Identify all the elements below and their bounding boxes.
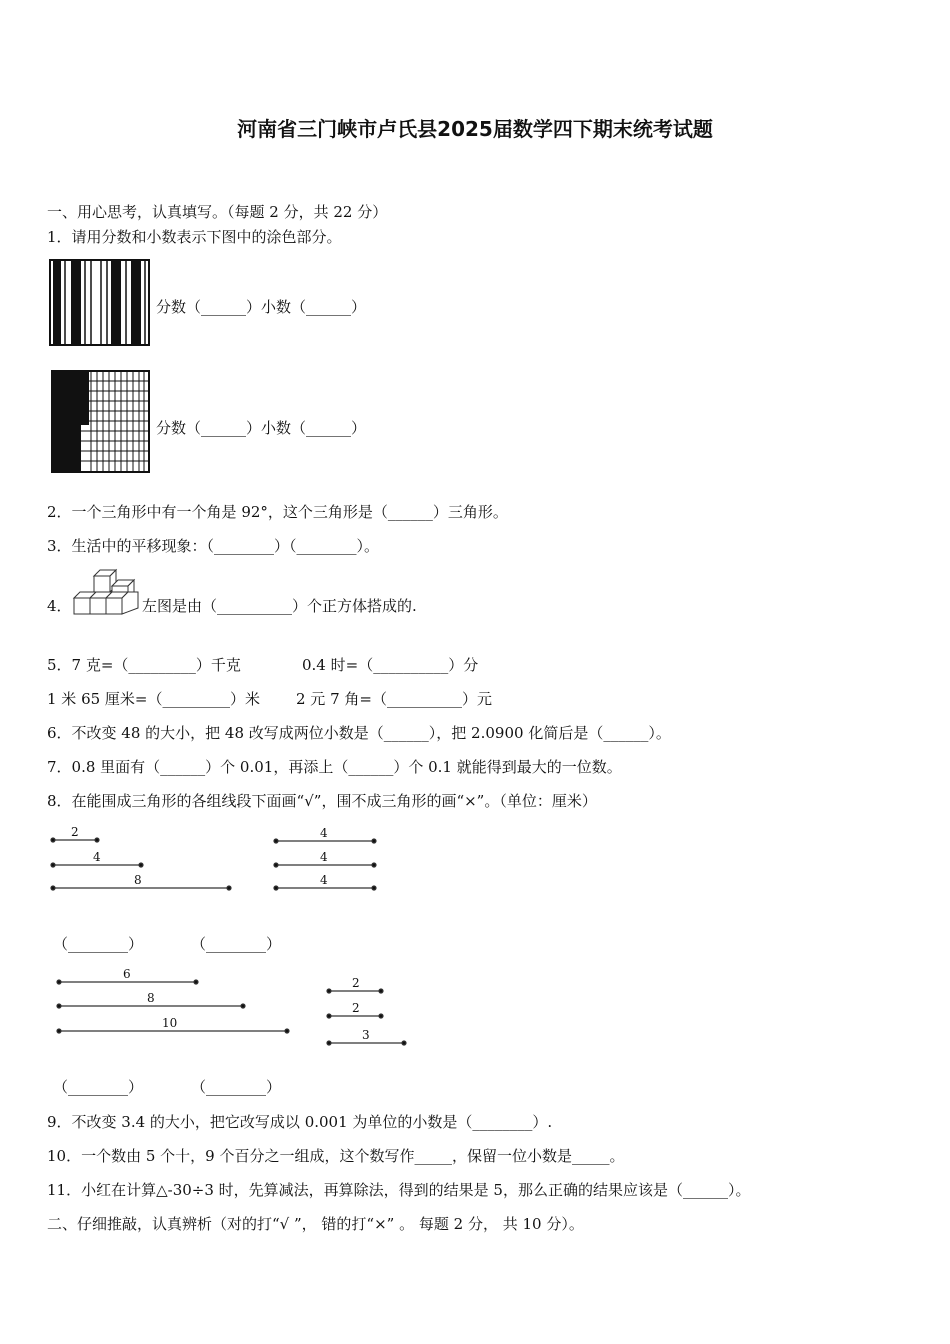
question-4: 左图是由（__________）个正方体搭成的. xyxy=(142,597,417,615)
segment-length: 8 xyxy=(134,873,142,887)
segment-group-1 xyxy=(51,825,231,890)
segment-length: 6 xyxy=(123,967,131,981)
section-2-heading: 二、仔细推敲，认真辨析（对的打“√ ”， 错的打“×” 。 每题 2 分， 共 10 分）。 xyxy=(47,1215,584,1233)
answer-blank-group-4: （________） xyxy=(191,1078,282,1096)
question-1-answer-row-1: 分数（______）小数（______） xyxy=(156,298,367,316)
striped-rectangle-figure xyxy=(49,259,151,347)
segment-length: 4 xyxy=(320,826,328,840)
question-3: 3．生活中的平移现象：（________）（________）。 xyxy=(47,537,380,555)
question-5-d: 2 元 7 角=（__________）元 xyxy=(296,690,492,708)
question-5-c: 1 米 65 厘米=（_________）米 xyxy=(47,690,261,708)
cube-stack-figure xyxy=(68,568,142,618)
page-title: 河南省三门峡市卢氏县2025届数学四下期末统考试题 xyxy=(237,117,713,141)
question-5-b: 0.4 时=（__________）分 xyxy=(302,656,479,674)
answer-blank-group-2: （________） xyxy=(191,935,282,953)
shaded-strip xyxy=(131,261,141,344)
segment-length: 2 xyxy=(352,1001,360,1015)
shaded-strip xyxy=(111,261,121,344)
segment-group-4 xyxy=(327,976,406,1045)
question-1-answer-row-2: 分数（______）小数（______） xyxy=(156,419,367,437)
section-1-heading: 一、用心思考，认真填写。（每题 2 分，共 22 分） xyxy=(47,203,388,221)
question-9: 9．不改变 3.4 的大小，把它改写成以 0.001 为单位的小数是（________）. xyxy=(47,1113,553,1131)
question-2: 2．一个三角形中有一个角是 92°，这个三角形是（______）三角形。 xyxy=(47,503,508,521)
segment-length: 2 xyxy=(71,825,79,839)
segment-length: 2 xyxy=(352,976,360,990)
segment-length: 4 xyxy=(320,873,328,887)
shaded-strip xyxy=(71,261,81,344)
segment-length: 4 xyxy=(93,850,101,864)
question-8: 8．在能围成三角形的各组线段下面画“√”，围不成三角形的画“×”。（单位：厘米） xyxy=(47,792,597,810)
question-10: 10．一个数由 5 个十，9 个百分之一组成，这个数写作_____，保留一位小数是_____。 xyxy=(47,1147,625,1165)
segment-length: 3 xyxy=(362,1028,370,1042)
question-11: 11．小红在计算△-30÷3 时，先算减法，再算除法，得到的结果是 5，那么正确的结果应该是（______）。 xyxy=(47,1181,751,1199)
answer-blank-group-1: （________） xyxy=(53,935,144,953)
question-7: 7．0.8 里面有（______）个 0.01，再添上（______）个 0.1 就能得到最大的一位数。 xyxy=(47,758,622,776)
question-1: 1．请用分数和小数表示下图中的涂色部分。 xyxy=(47,228,342,246)
question-5-a: 5．7 克=（_________）千克 xyxy=(47,656,241,674)
segment-length: 8 xyxy=(147,991,155,1005)
segment-length: 4 xyxy=(320,850,328,864)
question-4-number: 4． xyxy=(47,597,72,615)
question-6: 6．不改变 48 的大小，把 48 改写成两位小数是（______），把 2.0900 化简后是（______）。 xyxy=(47,724,671,742)
segment-group-2 xyxy=(274,826,376,890)
segment-length: 10 xyxy=(162,1016,178,1030)
hundred-grid-figure xyxy=(51,370,151,473)
shaded-strip xyxy=(53,261,61,344)
segment-group-3 xyxy=(57,967,289,1033)
answer-blank-group-3: （________） xyxy=(53,1078,144,1096)
